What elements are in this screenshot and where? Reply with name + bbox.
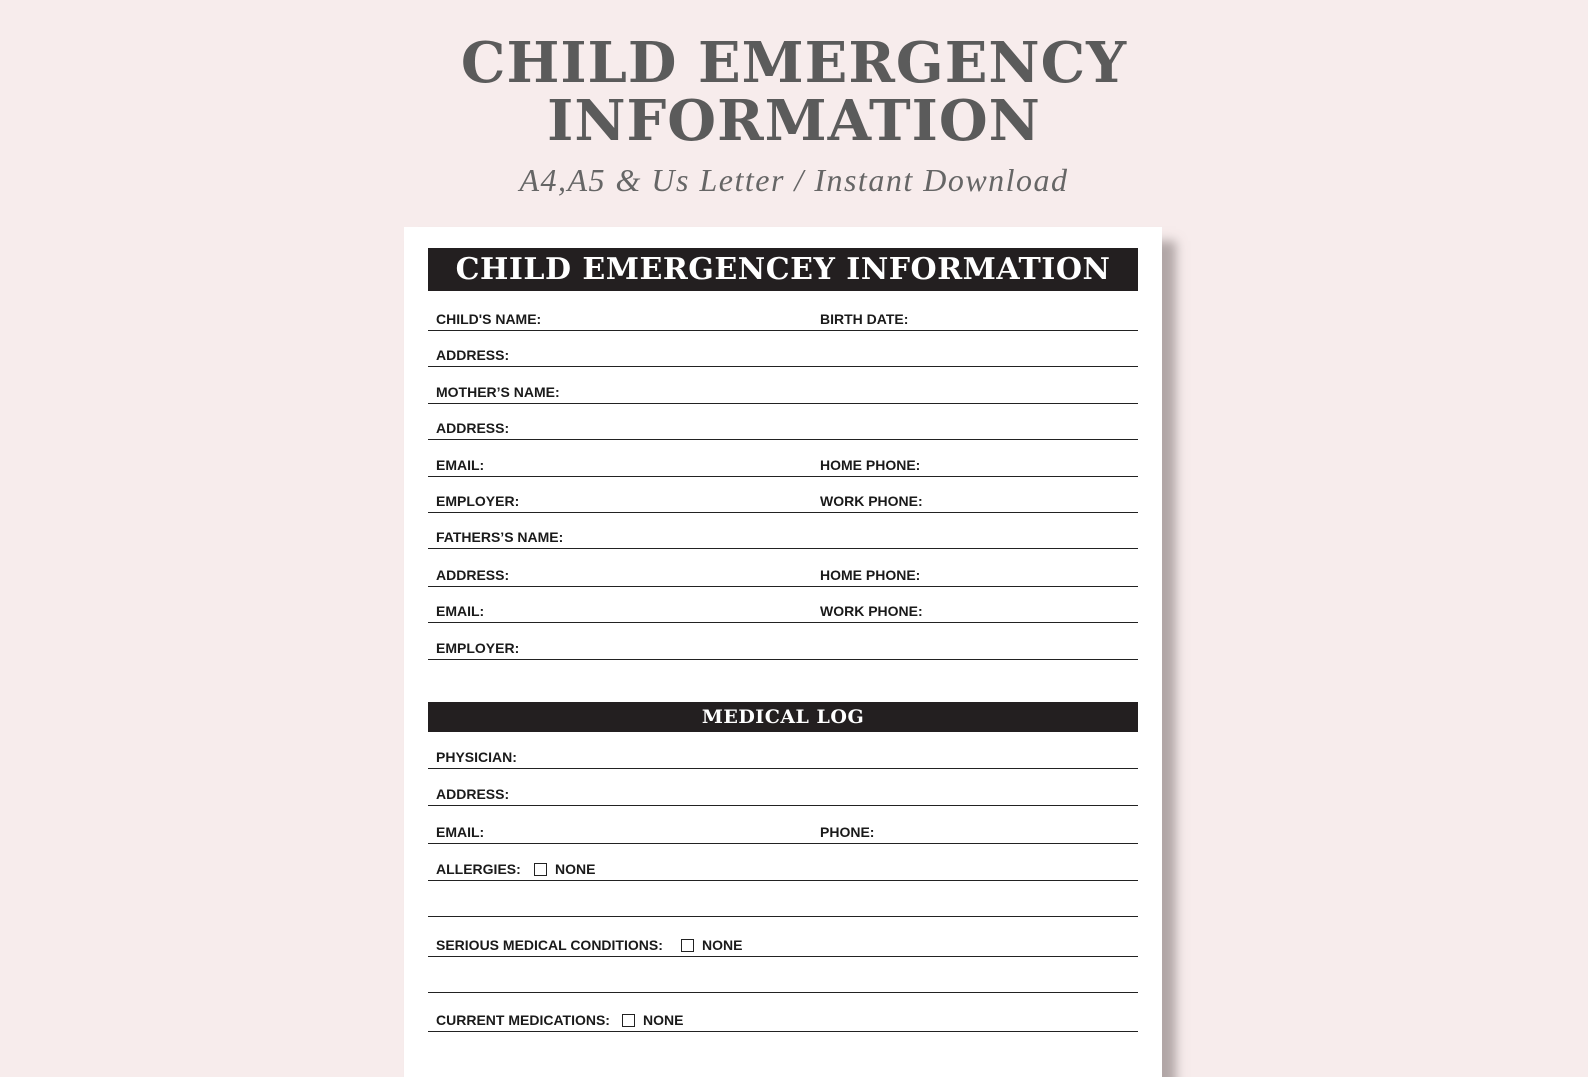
serious-conditions-label: SERIOUS MEDICAL CONDITIONS: bbox=[436, 937, 663, 953]
father-work-phone-label: WORK PHONE: bbox=[820, 603, 923, 619]
physician-email-label: EMAIL: bbox=[436, 824, 485, 840]
hero-subtitle: A4,A5 & Us Letter / Instant Download bbox=[519, 162, 1069, 198]
serious-conditions-none-checkbox[interactable] bbox=[681, 937, 742, 953]
form-row-physician-address bbox=[428, 768, 1138, 806]
hero-title-line-2: INFORMATION bbox=[547, 88, 1041, 154]
hero-heading bbox=[0, 30, 1588, 199]
form-row-mother-address bbox=[428, 403, 1138, 440]
hero-title-line-1: CHILD EMERGENCY bbox=[460, 30, 1128, 96]
allergies-label: ALLERGIES: bbox=[436, 861, 521, 877]
mother-work-phone-label: WORK PHONE: bbox=[820, 493, 923, 509]
mother-home-phone-label: HOME PHONE: bbox=[820, 457, 921, 473]
father-address-label: ADDRESS: bbox=[436, 567, 510, 583]
form-row-father-email bbox=[428, 586, 1138, 623]
mothers-name-label: MOTHER’S NAME: bbox=[436, 384, 560, 400]
form-row-fathers-name bbox=[428, 512, 1138, 549]
childs-name-label: CHILD'S NAME: bbox=[436, 311, 542, 327]
form-row-allergies-extra-line bbox=[428, 880, 1138, 917]
form-row-address bbox=[428, 330, 1138, 367]
fathers-name-label: FATHERS’S NAME: bbox=[436, 529, 564, 545]
father-email-label: EMAIL: bbox=[436, 603, 485, 619]
mother-employer-label: EMPLOYER: bbox=[436, 493, 520, 509]
current-medications-label: CURRENT MEDICATIONS: bbox=[436, 1012, 610, 1028]
physician-phone-label: PHONE: bbox=[820, 824, 875, 840]
form-row-physician bbox=[428, 732, 1138, 769]
mother-address-label: ADDRESS: bbox=[436, 420, 510, 436]
medical-log-header: MEDICAL LOG bbox=[428, 702, 1138, 732]
birth-date-label: BIRTH DATE: bbox=[820, 311, 909, 327]
serious-conditions-none-label: NONE bbox=[702, 937, 743, 953]
form-row-mother-employer bbox=[428, 476, 1138, 513]
form-row-current-medications bbox=[428, 992, 1138, 1032]
mother-email-label: EMAIL: bbox=[436, 457, 485, 473]
form-row-mother-email bbox=[428, 439, 1138, 477]
physician-address-label: ADDRESS: bbox=[436, 786, 510, 802]
father-employer-label: EMPLOYER: bbox=[436, 640, 520, 656]
allergies-none-label: NONE bbox=[555, 861, 596, 877]
address-label: ADDRESS: bbox=[436, 347, 510, 363]
form-header: CHILD EMERGENCEY INFORMATION bbox=[428, 248, 1138, 291]
form-row-mothers-name bbox=[428, 366, 1138, 404]
checkbox-icon bbox=[622, 1014, 635, 1027]
checkbox-icon bbox=[534, 863, 547, 876]
form-row-father-employer bbox=[428, 622, 1138, 660]
checkbox-icon bbox=[681, 939, 694, 952]
current-medications-none-checkbox[interactable] bbox=[622, 1012, 683, 1028]
physician-label: PHYSICIAN: bbox=[436, 749, 517, 765]
father-home-phone-label: HOME PHONE: bbox=[820, 567, 921, 583]
form-row-serious-conditions bbox=[428, 916, 1138, 957]
current-medications-none-label: NONE bbox=[643, 1012, 684, 1028]
form-row-allergies bbox=[428, 843, 1138, 881]
allergies-none-checkbox[interactable] bbox=[534, 861, 595, 877]
form-row-father-address bbox=[428, 548, 1138, 587]
form-row-physician-email bbox=[428, 805, 1138, 844]
form-row-childs-name bbox=[428, 300, 1138, 331]
form-row-serious-conditions-extra-line bbox=[428, 956, 1138, 993]
form-sheet bbox=[404, 227, 1162, 1077]
